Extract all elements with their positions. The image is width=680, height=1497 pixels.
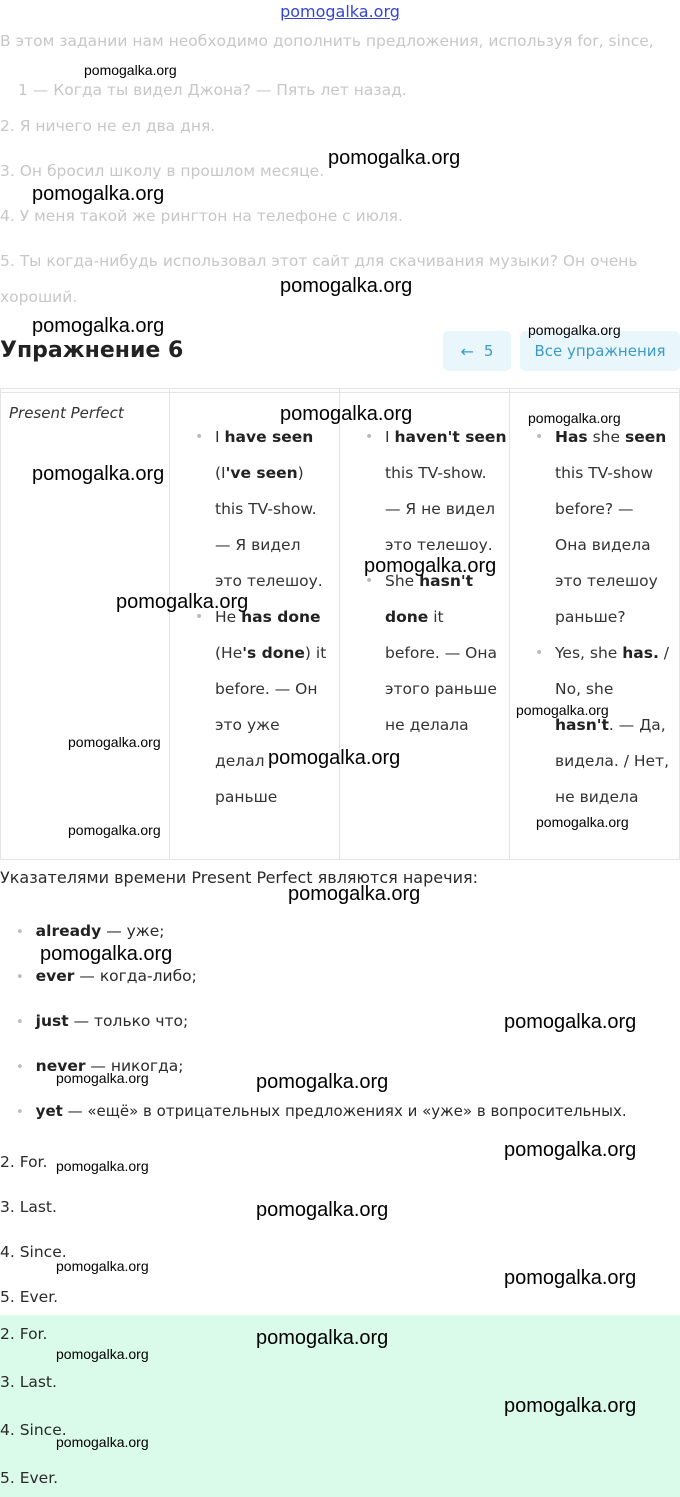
watermark: pomogalka.org xyxy=(504,1139,637,1161)
watermark: pomogalka.org xyxy=(256,1071,389,1093)
watermark: pomogalka.org xyxy=(528,410,621,426)
watermark: pomogalka.org xyxy=(256,1327,389,1349)
site-link[interactable]: pomogalka.org xyxy=(280,2,400,21)
exercise-title: Упражнение 6 xyxy=(0,338,184,363)
column-divider xyxy=(339,388,340,860)
watermark: pomogalka.org xyxy=(56,1434,149,1450)
watermark: pomogalka.org xyxy=(56,1070,149,1086)
list-item: • just — только что; xyxy=(16,1012,188,1030)
answer-line: 3. Last. xyxy=(0,1373,57,1391)
answer-line: 5. Ever. xyxy=(0,1469,59,1487)
list-item: • already — уже; xyxy=(16,922,165,940)
watermark: pomogalka.org xyxy=(32,183,165,205)
list-item: • Yes, she has. / No, she hasn't. — Да, видела. / Нет, не видела xyxy=(535,635,680,815)
watermark: pomogalka.org xyxy=(68,822,161,838)
watermark: pomogalka.org xyxy=(364,555,497,577)
answer-line: 3. Last. xyxy=(0,1198,57,1216)
watermark: pomogalka.org xyxy=(56,1346,149,1362)
watermark: pomogalka.org xyxy=(504,1011,637,1033)
table-cell-question xyxy=(535,419,680,815)
all-exercises-label: Все упражнения xyxy=(534,342,666,360)
arrow-left-icon: ← xyxy=(460,341,474,361)
watermark: pomogalka.org xyxy=(40,943,173,965)
answer-line: 2. For. xyxy=(0,1153,48,1171)
list-item: • He has done (He's done) it before. — Он это уже делал раньше xyxy=(195,599,339,815)
table-label: Present Perfect xyxy=(9,404,124,422)
watermark: pomogalka.org xyxy=(268,747,401,769)
list-item: • Has she seen this TV-show before? — Она видела это телешоу раньше? xyxy=(535,419,680,635)
list-item: • She hasn't done it before. — Она этого раньше не делала xyxy=(365,563,509,743)
watermark: pomogalka.org xyxy=(504,1395,637,1417)
watermark: pomogalka.org xyxy=(280,275,413,297)
answer-line: 4. Since. xyxy=(0,1421,67,1439)
intro-item-5: 5. Ты когда-нибудь использовал этот сайт для скачивания музыки? Он очень xyxy=(0,252,638,270)
watermark: pomogalka.org xyxy=(84,62,177,78)
watermark: pomogalka.org xyxy=(280,403,413,425)
answer-line: 2. For. xyxy=(0,1325,48,1343)
watermark: pomogalka.org xyxy=(288,883,421,905)
watermark: pomogalka.org xyxy=(56,1158,149,1174)
list-item: • never — никогда; xyxy=(16,1057,183,1075)
watermark: pomogalka.org xyxy=(328,147,461,169)
watermark: pomogalka.org xyxy=(32,463,165,485)
adverbs-intro: Указателями времени Present Perfect являются наречия: xyxy=(0,868,478,887)
prev-exercise-button[interactable] xyxy=(443,331,511,371)
watermark: pomogalka.org xyxy=(68,734,161,750)
watermark: pomogalka.org xyxy=(116,591,249,613)
watermark: pomogalka.org xyxy=(504,1267,637,1289)
list-item: • yet — «ещё» в отрицательных предложениях и «уже» в вопросительных. xyxy=(16,1102,627,1120)
watermark: pomogalka.org xyxy=(536,814,629,830)
answer-line: 4. Since. xyxy=(0,1243,67,1261)
prev-exercise-label: 5 xyxy=(483,342,494,360)
intro-item-4: 4. У меня такой же рингтон на телефоне с июля. xyxy=(0,207,403,225)
list-item: • ever — когда-либо; xyxy=(16,967,197,985)
intro-item-2: 2. Я ничего не ел два дня. xyxy=(0,117,216,135)
intro-item-3: 3. Он бросил школу в прошлом месяце. xyxy=(0,162,325,180)
watermark: pomogalka.org xyxy=(32,315,165,337)
watermark: pomogalka.org xyxy=(56,1258,149,1274)
intro-item-1: 1 — Когда ты видел Джона? — Пять лет назад. xyxy=(18,81,407,99)
column-divider xyxy=(509,388,510,860)
table-cell-negative xyxy=(365,419,509,743)
table-divider xyxy=(0,392,680,393)
watermark: pomogalka.org xyxy=(528,322,621,338)
intro-text: В этом задании нам необходимо дополнить предложения, используя for, since, xyxy=(0,32,654,50)
list-item: • I have seen (I've seen) this TV-show. — Я видел это телешоу. xyxy=(195,419,339,599)
watermark: pomogalka.org xyxy=(516,702,609,718)
watermark: pomogalka.org xyxy=(256,1199,389,1221)
column-divider xyxy=(169,388,170,860)
list-item: • I haven't seen this TV-show. — Я не видел это телешоу. xyxy=(365,419,509,563)
intro-item-5-cont: хороший. xyxy=(0,288,78,306)
answer-line: 5. Ever. xyxy=(0,1288,59,1306)
